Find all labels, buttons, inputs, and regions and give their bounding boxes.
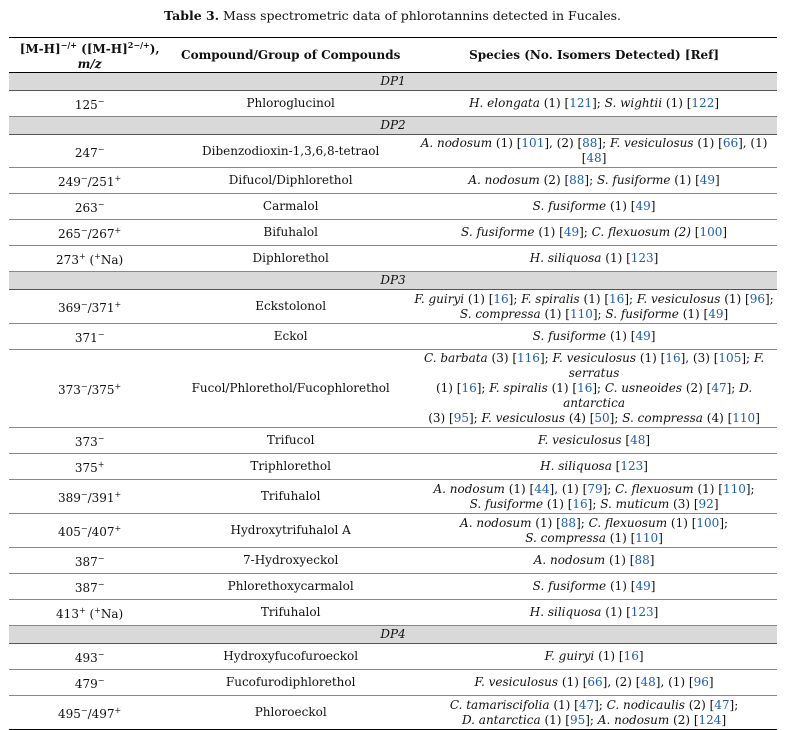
- mz-cell: 375+: [9, 454, 170, 480]
- species-name: S. wightii: [604, 96, 663, 110]
- species-cell: A. nodosum (1) [44], (1) [79]; C. flexuosum (1) [110]; S. fusiforme (1) [16]; S. muticum (3) [92]: [411, 480, 777, 514]
- species-name: F. vesiculosus: [636, 291, 721, 306]
- table-row: [9, 480, 777, 514]
- species-name: C. flexuosum: [615, 481, 694, 496]
- table-row: [9, 168, 777, 194]
- species-cell: A. nodosum (2) [88]; S. fusiforme (1) [49]: [411, 168, 777, 194]
- compound-cell: Trifuhalol: [170, 600, 411, 626]
- table-row: [9, 670, 777, 696]
- reference-link[interactable]: 124: [698, 712, 722, 727]
- compound-cell: Eckol: [170, 324, 411, 350]
- mz-cell: 247−: [9, 135, 170, 168]
- reference-link[interactable]: 47: [578, 697, 595, 712]
- species-cell: S. fusiforme (1) [49]: [411, 324, 777, 350]
- reference-link[interactable]: 105: [718, 351, 742, 365]
- species-name: F. vesiculosus: [552, 351, 637, 365]
- compound-cell: Eckstolonol: [170, 290, 411, 324]
- mz-cell: 249−/251+: [9, 168, 170, 194]
- section-row: [9, 626, 777, 644]
- section-row: [9, 117, 777, 135]
- table-row: [9, 548, 777, 574]
- species-name: S. compressa: [459, 306, 541, 321]
- table-row: [9, 600, 777, 626]
- mz-cell: 265−/267+: [9, 220, 170, 246]
- reference-link[interactable]: 123: [620, 459, 644, 473]
- reference-link[interactable]: 100: [696, 515, 720, 530]
- reference-link[interactable]: 49: [635, 329, 651, 343]
- table-row: [9, 644, 777, 670]
- reference-link[interactable]: 96: [749, 291, 765, 306]
- table-body: [9, 73, 777, 730]
- species-name: C. barbata: [423, 351, 488, 365]
- species-name: A. nodosum: [420, 136, 493, 150]
- mz-cell: 373−/375+: [9, 350, 170, 428]
- species-name: A. nodosum: [533, 553, 606, 567]
- reference-link[interactable]: 122: [691, 96, 715, 110]
- section-label: DP3: [9, 272, 777, 290]
- species-name: C. flexuosum (2): [591, 225, 691, 239]
- reference-link[interactable]: 121: [569, 96, 593, 110]
- reference-link[interactable]: 79: [587, 481, 603, 496]
- mz-cell: 405−/407+: [9, 514, 170, 548]
- table-row: [9, 91, 777, 117]
- mz-cell: 387−: [9, 548, 170, 574]
- header-mz: [9, 38, 170, 73]
- species-name: S. fusiforme: [461, 225, 535, 239]
- section-label: DP1: [9, 73, 777, 91]
- species-name: A. nodosum: [597, 712, 670, 727]
- mz-cell: 373−: [9, 428, 170, 454]
- table-caption: [0, 8, 785, 23]
- species-name: F. spiralis: [521, 291, 580, 306]
- reference-link[interactable]: 16: [623, 649, 639, 663]
- reference-link[interactable]: 123: [630, 251, 654, 265]
- reference-link[interactable]: 47: [711, 381, 727, 395]
- species-cell: F. vesiculosus (1) [66], (2) [48], (1) [96]: [411, 670, 777, 696]
- compound-cell: Hydroxyfucofuroeckol: [170, 644, 411, 670]
- reference-link[interactable]: 48: [640, 675, 656, 689]
- species-cell: F. vesiculosus [48]: [411, 428, 777, 454]
- reference-link[interactable]: 96: [693, 675, 709, 689]
- reference-link[interactable]: 47: [714, 697, 730, 712]
- species-name: F. guiryi: [544, 649, 595, 663]
- caption-text: Mass spectrometric data of phlorotannins detected in Fucales.: [223, 8, 621, 23]
- caption-label: Table 3.: [164, 8, 220, 23]
- reference-link[interactable]: 110: [569, 306, 593, 321]
- species-name: S. compressa: [525, 530, 606, 545]
- species-name: F. guiryi: [414, 291, 465, 306]
- table-row: [9, 135, 777, 168]
- reference-link[interactable]: 16: [577, 381, 593, 395]
- species-name: F. serratus: [568, 351, 765, 380]
- mz-cell: 273+ (+Na): [9, 246, 170, 272]
- species-name: S. fusiforme: [469, 496, 544, 511]
- species-name: C. usneoides: [604, 381, 683, 395]
- species-name: D. antarctica: [461, 712, 541, 727]
- compound-cell: Fucol/Phlorethol/Fucophlorethol: [170, 350, 411, 428]
- reference-link[interactable]: 50: [594, 411, 610, 425]
- species-name: F. spiralis: [489, 381, 548, 395]
- reference-link[interactable]: 101: [521, 136, 545, 150]
- compound-cell: Fucofurodiphlorethol: [170, 670, 411, 696]
- reference-link[interactable]: 66: [722, 136, 739, 150]
- reference-link[interactable]: 116: [517, 351, 540, 365]
- reference-link[interactable]: 88: [560, 515, 577, 530]
- species-cell: F. guiryi (1) [16]; F. spiralis (1) [16]; F. vesiculosus (1) [96]; S. compressa (1) [110]; S. fusiforme (1) [49]: [411, 290, 777, 324]
- species-name: F. vesiculosus: [474, 675, 559, 689]
- compound-cell: Carmalol: [170, 194, 411, 220]
- mz-cell: 369−/371+: [9, 290, 170, 324]
- reference-link[interactable]: 44: [534, 481, 550, 496]
- compound-cell: Phloroglucinol: [170, 91, 411, 117]
- species-cell: F. guiryi (1) [16]: [411, 644, 777, 670]
- compound-cell: Triphlorethol: [170, 454, 411, 480]
- species-cell: A. nodosum (1) [88]; C. flexuosum (1) [100]; S. compressa (1) [110]: [411, 514, 777, 548]
- species-name: D. antarctica: [563, 381, 753, 410]
- table-row: [9, 194, 777, 220]
- species-name: S. muticum: [600, 496, 670, 511]
- species-cell: A. nodosum (1) [88]: [411, 548, 777, 574]
- table-row: [9, 574, 777, 600]
- species-name: S. compressa: [622, 411, 703, 425]
- species-name: H. siliquosa: [529, 605, 602, 619]
- reference-link[interactable]: 95: [453, 411, 469, 425]
- compound-cell: Dibenzodioxin-1,3,6,8-tetraol: [170, 135, 411, 168]
- reference-link[interactable]: 48: [586, 151, 602, 165]
- section-row: [9, 73, 777, 91]
- species-cell: S. fusiforme (1) [49]: [411, 574, 777, 600]
- header-row: [9, 38, 777, 73]
- table-row: [9, 324, 777, 350]
- reference-link[interactable]: 49: [635, 199, 651, 213]
- species-name: S. fusiforme: [532, 329, 607, 343]
- mz-cell: 493−: [9, 644, 170, 670]
- section-row: [9, 272, 777, 290]
- compound-cell: Trifuhalol: [170, 480, 411, 514]
- species-name: S. fusiforme: [596, 173, 671, 187]
- reference-link[interactable]: 16: [609, 291, 625, 306]
- mz-cell: 387−: [9, 574, 170, 600]
- reference-link[interactable]: 100: [699, 225, 723, 239]
- species-cell: S. fusiforme (1) [49]; C. flexuosum (2) [100]: [411, 220, 777, 246]
- species-name: A. nodosum: [468, 173, 540, 187]
- mz-cell: 371−: [9, 324, 170, 350]
- species-name: F. vesiculosus: [481, 411, 566, 425]
- header-compound: Compound/Group of Compounds: [170, 38, 411, 73]
- reference-link[interactable]: 16: [493, 291, 509, 306]
- species-cell: C. tamariscifolia (1) [47]; C. nodicaulis (2) [47]; D. antarctica (1) [95]; A. nodosum (2) [124]: [411, 696, 777, 730]
- table-row: [9, 454, 777, 480]
- reference-link[interactable]: 88: [569, 173, 585, 187]
- header-mz-text: [M-H]−/+ $([M-H]^{2-/+})$, m/z: [19, 40, 160, 71]
- species-name: F. vesiculosus: [538, 433, 622, 447]
- compound-cell: Hydroxytrifuhalol A: [170, 514, 411, 548]
- reference-link[interactable]: 49: [708, 306, 724, 321]
- compound-cell: Difucol/Diphlorethol: [170, 168, 411, 194]
- table-row: [9, 514, 777, 548]
- species-cell: H. siliquosa (1) [123]: [411, 600, 777, 626]
- reference-link[interactable]: 49: [699, 173, 716, 187]
- compound-cell: Phlorethoxycarmalol: [170, 574, 411, 600]
- table-row: [9, 220, 777, 246]
- compound-cell: Trifucol: [170, 428, 411, 454]
- mz-cell: 125−: [9, 91, 170, 117]
- compound-cell: Phloroeckol: [170, 696, 411, 730]
- species-name: H. elongata: [469, 96, 540, 110]
- reference-link[interactable]: 88: [582, 136, 598, 150]
- mz-cell: 495−/497+: [9, 696, 170, 730]
- species-name: A. nodosum: [460, 515, 532, 530]
- reference-link[interactable]: 48: [630, 433, 646, 447]
- species-name: H. siliquosa: [529, 251, 602, 265]
- section-label: DP2: [9, 117, 777, 135]
- reference-link[interactable]: 88: [634, 553, 650, 567]
- table-row: [9, 290, 777, 324]
- reference-link[interactable]: 110: [722, 481, 746, 496]
- reference-link[interactable]: 16: [461, 381, 477, 395]
- species-name: C. tamariscifolia: [449, 697, 550, 712]
- mz-cell: 479−: [9, 670, 170, 696]
- compound-cell: 7-Hydroxyeckol: [170, 548, 411, 574]
- mz-cell: 389−/391+: [9, 480, 170, 514]
- table-row: [9, 246, 777, 272]
- table-row: [9, 428, 777, 454]
- mz-cell: 413+ (+Na): [9, 600, 170, 626]
- section-label: DP4: [9, 626, 777, 644]
- compound-cell: Bifuhalol: [170, 220, 411, 246]
- mz-cell: 263−: [9, 194, 170, 220]
- reference-link[interactable]: 92: [698, 496, 714, 511]
- species-cell: H. elongata (1) [121]; S. wightii (1) [122]: [411, 91, 777, 117]
- table-row: [9, 696, 777, 730]
- species-name: S. fusiforme: [532, 199, 607, 213]
- reference-link[interactable]: 110: [732, 411, 756, 425]
- reference-link[interactable]: 66: [587, 675, 603, 689]
- species-cell: H. siliquosa (1) [123]: [411, 246, 777, 272]
- header-species: Species (No. Isomers Detected) [Ref]: [411, 38, 777, 73]
- reference-link[interactable]: 16: [665, 351, 681, 365]
- species-cell: C. barbata (3) [116]; F. vesiculosus (1) [16], (3) [105]; F. serratus (1) [16]; F. spiralis (1) [16]; C. usneoides (2) [47]; D. antarctica (3) [95]; F. vesiculosus (4) [50]; S. compressa (4) [110]: [411, 350, 777, 428]
- reference-link[interactable]: 123: [630, 605, 654, 619]
- reference-link[interactable]: 16: [572, 496, 588, 511]
- species-name: A. nodosum: [433, 481, 505, 496]
- species-cell: S. fusiforme (1) [49]: [411, 194, 777, 220]
- species-name: S. fusiforme: [532, 579, 607, 593]
- species-name: S. fusiforme: [605, 306, 679, 321]
- species-name: C. nodicaulis: [606, 697, 685, 712]
- compound-cell: Diphlorethol: [170, 246, 411, 272]
- species-cell: A. nodosum (1) [101], (2) [88]; F. vesiculosus (1) [66], (1) [48]: [411, 135, 777, 168]
- reference-link[interactable]: 110: [635, 530, 659, 545]
- species-name: H. siliquosa: [540, 459, 612, 473]
- reference-link[interactable]: 49: [563, 225, 580, 239]
- reference-link[interactable]: 95: [569, 712, 586, 727]
- table-row: [9, 350, 777, 428]
- species-cell: H. siliquosa [123]: [411, 454, 777, 480]
- species-name: F. vesiculosus: [609, 136, 694, 150]
- data-table: [9, 37, 777, 730]
- reference-link[interactable]: 49: [635, 579, 651, 593]
- species-name: C. flexuosum: [588, 515, 668, 530]
